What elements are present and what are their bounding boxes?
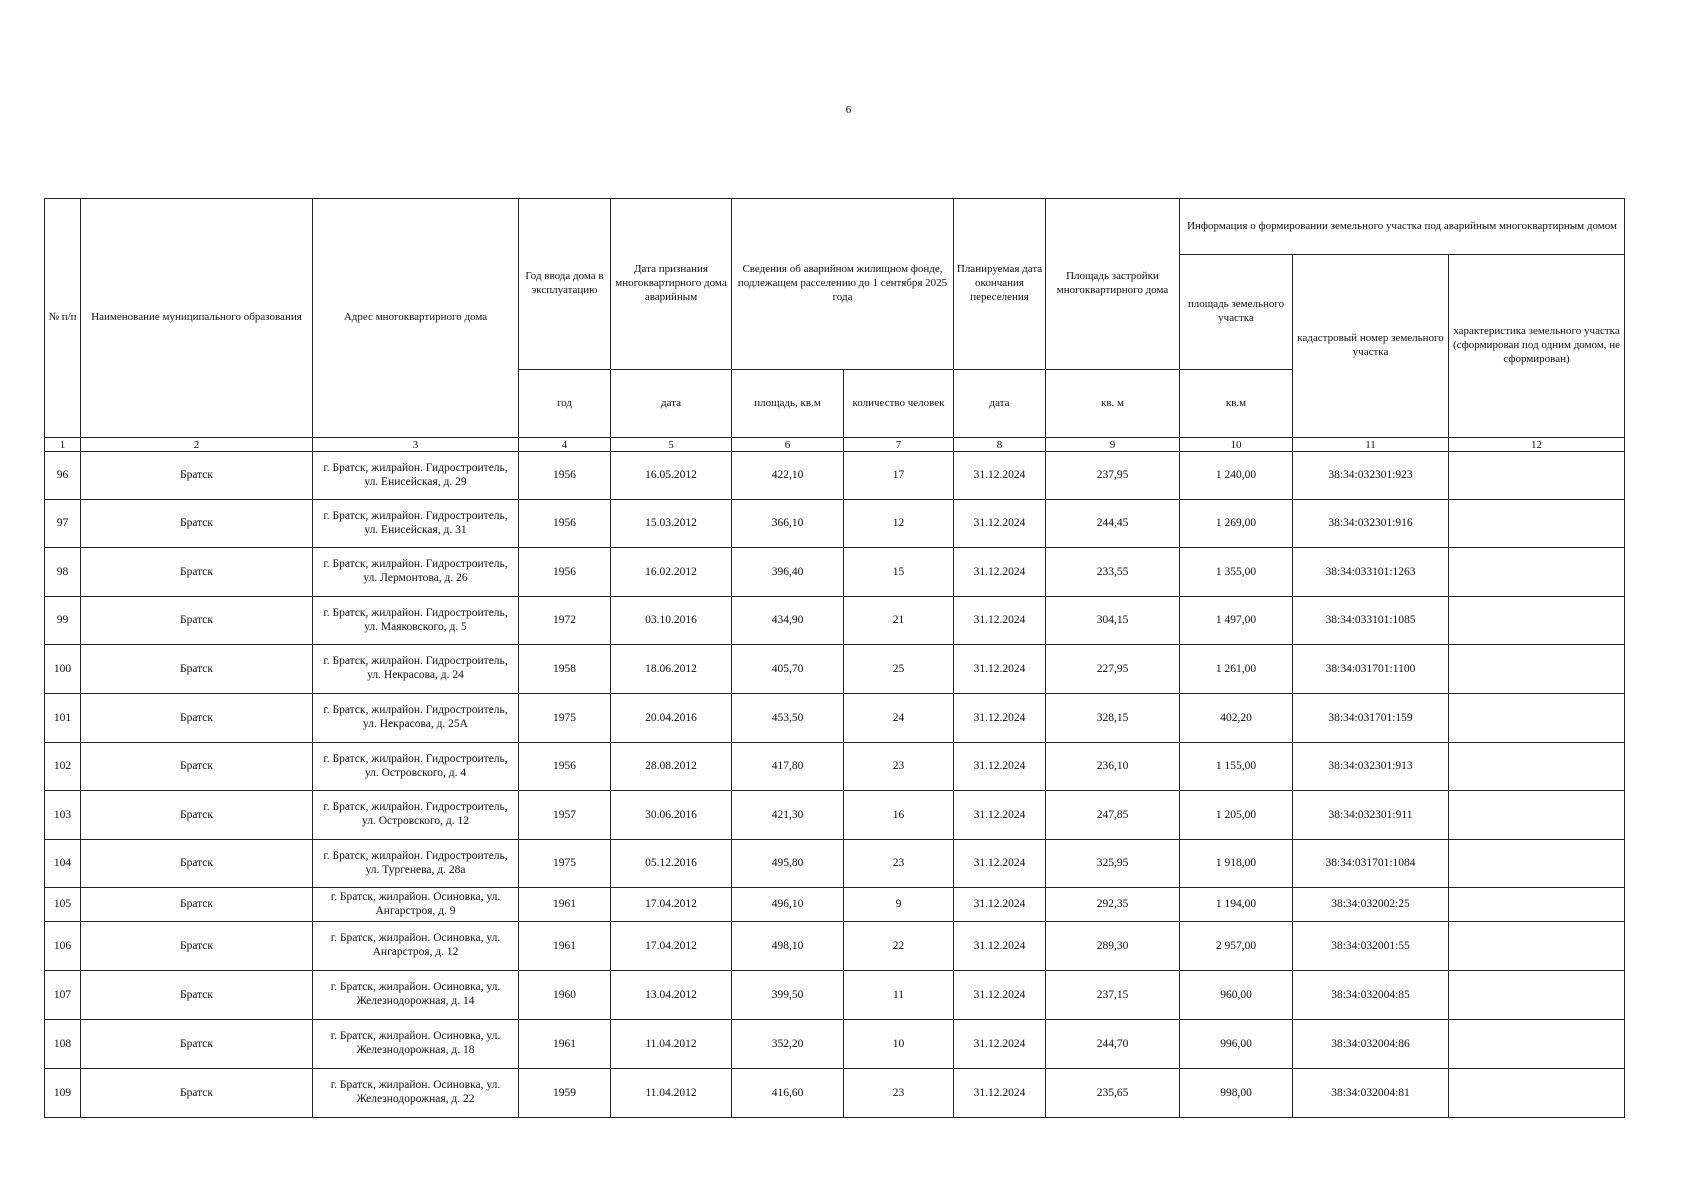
- header-municipality: Наименование муниципального образования: [81, 199, 313, 438]
- table-row: [45, 888, 1625, 922]
- col-number: 7: [844, 438, 954, 452]
- cell-built-area: 292,35: [1046, 888, 1180, 922]
- cell-people: 25: [844, 645, 954, 694]
- cell-land-area: 960,00: [1180, 971, 1293, 1020]
- cell-address: г. Братск, жилрайон. Гидростроитель, ул. Енисейская, д. 31: [313, 500, 519, 548]
- cell-planned-date: 31.12.2024: [954, 743, 1046, 791]
- cell-land-characteristic: [1449, 1020, 1625, 1069]
- cell-land-area: 1 355,00: [1180, 548, 1293, 597]
- cell-people: 23: [844, 1069, 954, 1118]
- header-land-characteristic: характеристика земельного участка (сформирован под одним домом, не сформирован): [1449, 255, 1625, 438]
- cell-date-declared: 15.03.2012: [611, 500, 732, 548]
- cell-planned-date: 31.12.2024: [954, 694, 1046, 743]
- cell-municipality: Братск: [81, 743, 313, 791]
- col-number: 11: [1293, 438, 1449, 452]
- cell-built-area: 227,95: [1046, 645, 1180, 694]
- cell-built-area: 304,15: [1046, 597, 1180, 645]
- cell-area: 399,50: [732, 971, 844, 1020]
- cell-cadastral: 38:34:031701:1100: [1293, 645, 1449, 694]
- cell-address: г. Братск, жилрайон. Гидростроитель, ул. Лермонтова, д. 26: [313, 548, 519, 597]
- header-date-declared: Дата признания многоквартирного дома аварийным: [611, 199, 732, 370]
- cell-people: 12: [844, 500, 954, 548]
- cell-land-characteristic: [1449, 971, 1625, 1020]
- table-row: [45, 500, 1625, 548]
- cell-area: 417,80: [732, 743, 844, 791]
- cell-people: 24: [844, 694, 954, 743]
- cell-cadastral: 38:34:033101:1263: [1293, 548, 1449, 597]
- cell-people: 23: [844, 840, 954, 888]
- cell-land-area: 1 918,00: [1180, 840, 1293, 888]
- cell-municipality: Братск: [81, 452, 313, 500]
- cell-address: г. Братск, жилрайон. Осиновка, ул. Железнодорожная, д. 18: [313, 1020, 519, 1069]
- cell-area: 421,30: [732, 791, 844, 840]
- cell-area: 396,40: [732, 548, 844, 597]
- cell-cadastral: 38:34:032001:55: [1293, 922, 1449, 971]
- cell-address: г. Братск, жилрайон. Гидростроитель, ул. Тургенева, д. 28а: [313, 840, 519, 888]
- cell-people: 10: [844, 1020, 954, 1069]
- cell-land-characteristic: [1449, 743, 1625, 791]
- cell-planned-date: 31.12.2024: [954, 888, 1046, 922]
- unit-area: площадь, кв.м: [732, 370, 844, 438]
- cell-area: 352,20: [732, 1020, 844, 1069]
- cell-cadastral: 38:34:032004:85: [1293, 971, 1449, 1020]
- table-row: [45, 597, 1625, 645]
- cell-land-area: 1 194,00: [1180, 888, 1293, 922]
- cell-address: г. Братск, жилрайон. Гидростроитель, ул. Некрасова, д. 24: [313, 645, 519, 694]
- cell-planned-date: 31.12.2024: [954, 791, 1046, 840]
- cell-land-area: 1 205,00: [1180, 791, 1293, 840]
- cell-land-characteristic: [1449, 694, 1625, 743]
- cell-address: г. Братск, жилрайон. Гидростроитель, ул. Енисейская, д. 29: [313, 452, 519, 500]
- header-built-area: Площадь застройки многоквартирного дома: [1046, 199, 1180, 370]
- cell-built-area: 244,70: [1046, 1020, 1180, 1069]
- cell-date-declared: 18.06.2012: [611, 645, 732, 694]
- cell-planned-date: 31.12.2024: [954, 1020, 1046, 1069]
- cell-land-area: 1 261,00: [1180, 645, 1293, 694]
- cell-municipality: Братск: [81, 888, 313, 922]
- cell-row-number: 101: [45, 694, 81, 743]
- cell-land-characteristic: [1449, 840, 1625, 888]
- cell-municipality: Братск: [81, 500, 313, 548]
- cell-address: г. Братск, жилрайон. Гидростроитель, ул. Островского, д. 12: [313, 791, 519, 840]
- cell-built-area: 244,45: [1046, 500, 1180, 548]
- cell-row-number: 107: [45, 971, 81, 1020]
- cell-municipality: Братск: [81, 1020, 313, 1069]
- cell-land-area: 1 269,00: [1180, 500, 1293, 548]
- cell-people: 11: [844, 971, 954, 1020]
- cell-area: 416,60: [732, 1069, 844, 1118]
- col-number: 1: [45, 438, 81, 452]
- cell-year-built: 1956: [519, 452, 611, 500]
- cell-people: 15: [844, 548, 954, 597]
- cell-row-number: 96: [45, 452, 81, 500]
- cell-date-declared: 03.10.2016: [611, 597, 732, 645]
- cell-row-number: 108: [45, 1020, 81, 1069]
- cell-municipality: Братск: [81, 922, 313, 971]
- cell-planned-date: 31.12.2024: [954, 500, 1046, 548]
- cell-year-built: 1960: [519, 971, 611, 1020]
- cell-land-area: 996,00: [1180, 1020, 1293, 1069]
- cell-address: г. Братск, жилрайон. Гидростроитель, ул. Островского, д. 4: [313, 743, 519, 791]
- cell-row-number: 99: [45, 597, 81, 645]
- cell-date-declared: 16.05.2012: [611, 452, 732, 500]
- cell-year-built: 1975: [519, 694, 611, 743]
- cell-people: 23: [844, 743, 954, 791]
- cell-address: г. Братск, жилрайон. Осиновка, ул. Железнодорожная, д. 14: [313, 971, 519, 1020]
- cell-municipality: Братск: [81, 971, 313, 1020]
- header-land-info: Информация о формировании земельного участка под аварийным многоквартирным домом: [1180, 199, 1625, 255]
- unit-built-sqm: кв. м: [1046, 370, 1180, 438]
- table-row: [45, 548, 1625, 597]
- cell-date-declared: 13.04.2012: [611, 971, 732, 1020]
- emergency-housing-table: [44, 198, 1625, 1118]
- unit-year: год: [519, 370, 611, 438]
- cell-land-characteristic: [1449, 452, 1625, 500]
- unit-land-sqm: кв.м: [1180, 370, 1293, 438]
- cell-year-built: 1956: [519, 548, 611, 597]
- cell-address: г. Братск, жилрайон. Гидростроитель, ул. Маяковского, д. 5: [313, 597, 519, 645]
- col-number: 4: [519, 438, 611, 452]
- cell-address: г. Братск, жилрайон. Осиновка, ул. Ангарстроя, д. 12: [313, 922, 519, 971]
- cell-row-number: 100: [45, 645, 81, 694]
- cell-area: 405,70: [732, 645, 844, 694]
- header-land-area: площадь земельного участка: [1180, 255, 1293, 370]
- cell-land-characteristic: [1449, 888, 1625, 922]
- cell-year-built: 1975: [519, 840, 611, 888]
- cell-area: 434,90: [732, 597, 844, 645]
- cell-year-built: 1956: [519, 743, 611, 791]
- table-row: [45, 840, 1625, 888]
- cell-built-area: 289,30: [1046, 922, 1180, 971]
- cell-municipality: Братск: [81, 1069, 313, 1118]
- cell-date-declared: 17.04.2012: [611, 888, 732, 922]
- cell-land-characteristic: [1449, 1069, 1625, 1118]
- header-address: Адрес многоквартирного дома: [313, 199, 519, 438]
- table-row: [45, 452, 1625, 500]
- cell-year-built: 1956: [519, 500, 611, 548]
- cell-row-number: 109: [45, 1069, 81, 1118]
- cell-planned-date: 31.12.2024: [954, 840, 1046, 888]
- table-row: [45, 1020, 1625, 1069]
- cell-cadastral: 38:34:031701:159: [1293, 694, 1449, 743]
- cell-municipality: Братск: [81, 597, 313, 645]
- cell-municipality: Братск: [81, 840, 313, 888]
- cell-land-characteristic: [1449, 548, 1625, 597]
- table-body: [45, 452, 1625, 1118]
- table-header: [45, 199, 1625, 452]
- col-number: 8: [954, 438, 1046, 452]
- cell-year-built: 1961: [519, 888, 611, 922]
- cell-planned-date: 31.12.2024: [954, 452, 1046, 500]
- cell-row-number: 98: [45, 548, 81, 597]
- cell-cadastral: 38:34:032301:923: [1293, 452, 1449, 500]
- table-row: [45, 645, 1625, 694]
- cell-cadastral: 38:34:032301:911: [1293, 791, 1449, 840]
- cell-year-built: 1972: [519, 597, 611, 645]
- cell-date-declared: 16.02.2012: [611, 548, 732, 597]
- cell-area: 495,80: [732, 840, 844, 888]
- cell-cadastral: 38:34:032002:25: [1293, 888, 1449, 922]
- cell-land-characteristic: [1449, 500, 1625, 548]
- cell-year-built: 1961: [519, 922, 611, 971]
- cell-year-built: 1959: [519, 1069, 611, 1118]
- cell-year-built: 1961: [519, 1020, 611, 1069]
- cell-date-declared: 05.12.2016: [611, 840, 732, 888]
- cell-land-area: 402,20: [1180, 694, 1293, 743]
- cell-row-number: 104: [45, 840, 81, 888]
- cell-date-declared: 11.04.2012: [611, 1069, 732, 1118]
- cell-land-area: 998,00: [1180, 1069, 1293, 1118]
- col-number: 3: [313, 438, 519, 452]
- cell-date-declared: 17.04.2012: [611, 922, 732, 971]
- cell-built-area: 237,95: [1046, 452, 1180, 500]
- cell-cadastral: 38:34:032004:81: [1293, 1069, 1449, 1118]
- col-number: 9: [1046, 438, 1180, 452]
- cell-row-number: 103: [45, 791, 81, 840]
- cell-land-area: 2 957,00: [1180, 922, 1293, 971]
- cell-area: 453,50: [732, 694, 844, 743]
- cell-cadastral: 38:34:033101:1085: [1293, 597, 1449, 645]
- cell-municipality: Братск: [81, 694, 313, 743]
- col-number: 10: [1180, 438, 1293, 452]
- col-number: 12: [1449, 438, 1625, 452]
- cell-year-built: 1958: [519, 645, 611, 694]
- cell-municipality: Братск: [81, 548, 313, 597]
- cell-people: 17: [844, 452, 954, 500]
- cell-area: 498,10: [732, 922, 844, 971]
- cell-planned-date: 31.12.2024: [954, 645, 1046, 694]
- cell-address: г. Братск, жилрайон. Гидростроитель, ул. Некрасова, д. 25А: [313, 694, 519, 743]
- col-number: 6: [732, 438, 844, 452]
- cell-area: 496,10: [732, 888, 844, 922]
- cell-people: 22: [844, 922, 954, 971]
- cell-planned-date: 31.12.2024: [954, 548, 1046, 597]
- cell-land-area: 1 497,00: [1180, 597, 1293, 645]
- cell-municipality: Братск: [81, 645, 313, 694]
- cell-date-declared: 30.06.2016: [611, 791, 732, 840]
- col-number: 2: [81, 438, 313, 452]
- cell-land-characteristic: [1449, 791, 1625, 840]
- cell-people: 9: [844, 888, 954, 922]
- cell-row-number: 105: [45, 888, 81, 922]
- table-row: [45, 1069, 1625, 1118]
- cell-date-declared: 11.04.2012: [611, 1020, 732, 1069]
- page-number: 6: [845, 104, 852, 116]
- col-number: 5: [611, 438, 732, 452]
- cell-area: 422,10: [732, 452, 844, 500]
- cell-land-characteristic: [1449, 645, 1625, 694]
- cell-built-area: 235,65: [1046, 1069, 1180, 1118]
- cell-row-number: 102: [45, 743, 81, 791]
- cell-area: 366,10: [732, 500, 844, 548]
- header-num: № п/п: [45, 199, 81, 438]
- table-row: [45, 743, 1625, 791]
- cell-address: г. Братск, жилрайон. Осиновка, ул. Железнодорожная, д. 22: [313, 1069, 519, 1118]
- cell-built-area: 237,15: [1046, 971, 1180, 1020]
- cell-row-number: 97: [45, 500, 81, 548]
- cell-row-number: 106: [45, 922, 81, 971]
- cell-year-built: 1957: [519, 791, 611, 840]
- cell-land-area: 1 240,00: [1180, 452, 1293, 500]
- table-row: [45, 694, 1625, 743]
- header-year-built: Год ввода дома в эксплуатацию: [519, 199, 611, 370]
- table-row: [45, 922, 1625, 971]
- cell-date-declared: 28.08.2012: [611, 743, 732, 791]
- cell-land-characteristic: [1449, 597, 1625, 645]
- cell-built-area: 328,15: [1046, 694, 1180, 743]
- cell-built-area: 236,10: [1046, 743, 1180, 791]
- cell-cadastral: 38:34:031701:1084: [1293, 840, 1449, 888]
- header-cadastral: кадастровый номер земельного участка: [1293, 255, 1449, 438]
- cell-land-area: 1 155,00: [1180, 743, 1293, 791]
- cell-cadastral: 38:34:032004:86: [1293, 1020, 1449, 1069]
- cell-address: г. Братск, жилрайон. Осиновка, ул. Ангарстроя, д. 9: [313, 888, 519, 922]
- header-planned-date: Планируемая дата окончания переселения: [954, 199, 1046, 370]
- table-row: [45, 971, 1625, 1020]
- header-fund-info: Сведения об аварийном жилищном фонде, подлежащем расселению до 1 сентября 2025 года: [732, 199, 954, 370]
- unit-planned-date: дата: [954, 370, 1046, 438]
- cell-cadastral: 38:34:032301:916: [1293, 500, 1449, 548]
- unit-people: количество человек: [844, 370, 954, 438]
- cell-planned-date: 31.12.2024: [954, 597, 1046, 645]
- cell-planned-date: 31.12.2024: [954, 971, 1046, 1020]
- cell-cadastral: 38:34:032301:913: [1293, 743, 1449, 791]
- cell-built-area: 325,95: [1046, 840, 1180, 888]
- cell-people: 21: [844, 597, 954, 645]
- cell-land-characteristic: [1449, 922, 1625, 971]
- column-number-row: [45, 438, 1625, 452]
- cell-planned-date: 31.12.2024: [954, 1069, 1046, 1118]
- cell-built-area: 247,85: [1046, 791, 1180, 840]
- cell-date-declared: 20.04.2016: [611, 694, 732, 743]
- cell-built-area: 233,55: [1046, 548, 1180, 597]
- table-row: [45, 791, 1625, 840]
- cell-planned-date: 31.12.2024: [954, 922, 1046, 971]
- cell-people: 16: [844, 791, 954, 840]
- unit-date: дата: [611, 370, 732, 438]
- cell-municipality: Братск: [81, 791, 313, 840]
